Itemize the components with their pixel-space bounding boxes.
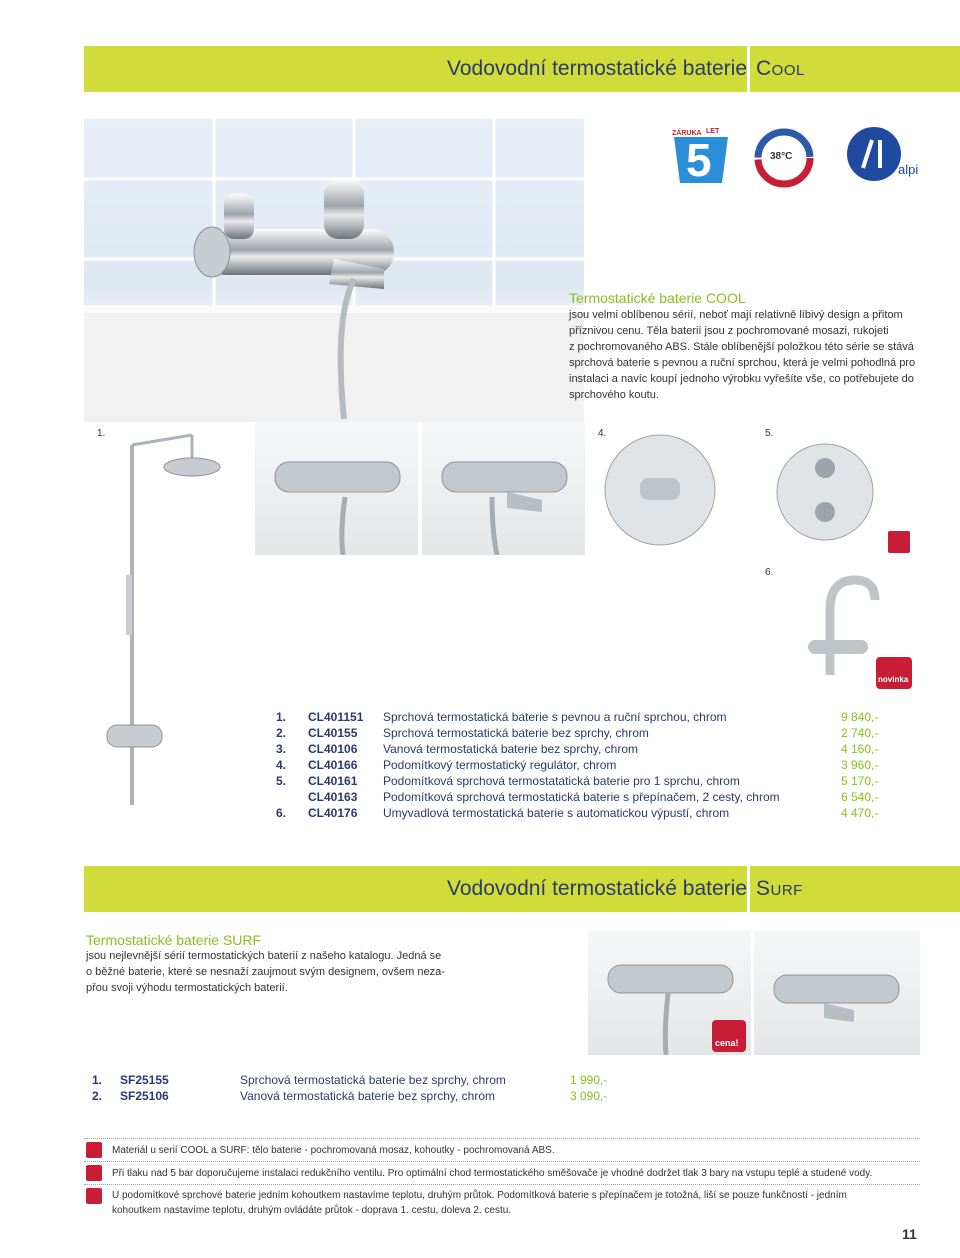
novinka-label: novinka — [878, 675, 909, 684]
warranty-badge — [666, 127, 736, 189]
note-line: Při tlaku nad 5 bar doporučujeme instalaci redukčního ventilu. Pro optimální chod termostatického směšovače je vhodné dodržet tlak 3 bary na vstupu teplé a studené vody. — [112, 1168, 873, 1179]
product-price: 3 090,- — [570, 1089, 608, 1103]
image-number-4: 4. — [598, 428, 607, 439]
novinka-badge — [876, 657, 912, 689]
banner-separator — [747, 46, 750, 92]
surf-banner-title: Vodovodní termostatické baterie — [447, 877, 748, 900]
warranty-zaruka: ZÁRUKA — [672, 130, 702, 137]
alpi-brand: alpi — [898, 162, 919, 177]
notes-divider — [84, 1184, 920, 1185]
product-image-bath-thermostat — [422, 422, 585, 555]
product-description: Sprchová termostatická baterie bez sprchy, chrom — [240, 1073, 506, 1087]
product-image-concealed-shower — [770, 440, 880, 545]
product-description: Podomítková sprchová termostatatická baterie pro 1 sprchu, chrom — [383, 774, 740, 788]
cool-description — [569, 307, 929, 403]
row-number: 1. — [276, 710, 287, 724]
cool-banner-title: Vodovodní termostatické baterie — [447, 57, 748, 80]
product-description: Podomítková sprchová termostatická baterie s přepínačem, 2 cesty, chrom — [383, 790, 780, 804]
product-code: SF25155 — [120, 1073, 169, 1087]
notes-divider — [84, 1138, 920, 1139]
cool-desc-line: instalaci a navíc koupí jednoho výrobku vyřešíte vše, co potřebujete do — [569, 373, 914, 385]
product-description: Sprchová termostatická baterie bez sprchy, chrom — [383, 726, 649, 740]
product-price: 6 540,- — [841, 790, 879, 804]
tip-icon — [86, 1142, 102, 1158]
product-image-concealed-regulator — [600, 428, 730, 553]
row-number: 4. — [276, 758, 287, 772]
product-description: Vanová termostatická baterie bez sprchy, chrom — [240, 1089, 495, 1103]
note-line: kohoutkem nastavíme teplotu, druhým ovládáte průtok - doprava 1. cestu, doleva 2. cestu. — [112, 1205, 512, 1216]
product-price: 1 990,- — [570, 1073, 608, 1087]
product-price: 2 740,- — [841, 726, 879, 740]
banner-separator — [747, 866, 750, 912]
note-line: U podomítkové sprchové baterie jedním kohoutkem nastavíme teplotu, druhým průtok. Podomítková baterie s přepínačem je totožná, liší se pouze funkčností - jedním — [112, 1190, 847, 1201]
cool-desc-line: sprchového koutu. — [569, 389, 659, 401]
note-pressure — [112, 1166, 932, 1181]
product-image-shower-thermostat — [255, 422, 418, 555]
cool-desc-line: sprchová baterie s pevnou a ruční sprchou, která je velmi pohodlná pro — [569, 357, 916, 369]
product-price: 4 470,- — [841, 806, 879, 820]
product-price: 9 840,- — [841, 710, 879, 724]
product-code: CL40161 — [308, 774, 358, 788]
product-code: CL40155 — [308, 726, 358, 740]
cool-banner — [84, 46, 960, 92]
surf-section-title: Termostatické baterie SURF — [86, 932, 262, 948]
cool-product-table — [276, 710, 896, 830]
note-line: Materiál u serií COOL a SURF: tělo baterie - pochromovaná mosaz, kohoutky - pochromovaná ABS. — [112, 1145, 555, 1156]
cool-desc-line: jsou velmi oblíbenou sérií, neboť mají relativně líbivý design a přitom — [569, 309, 903, 321]
cool-series-name: Cool — [756, 57, 805, 80]
cena-badge — [712, 1020, 746, 1052]
cool-desc-line: z pochromovaného ABS. Stále oblíbenější položkou této série se stává — [569, 341, 914, 353]
product-description: Vanová termostatická baterie bez sprchy, chrom — [383, 742, 638, 756]
temperature-value: 38°C — [770, 151, 793, 162]
product-code: CL40176 — [308, 806, 358, 820]
warranty-let: LET — [706, 128, 720, 135]
surf-banner — [84, 866, 960, 912]
surf-series-name: Surf — [756, 877, 803, 900]
cool-desc-line: příznivou cenu. Těla baterií jsou z pochromované mosazi, rukojeti — [569, 325, 889, 337]
surf-desc-line: o běžné baterie, které se nesnaží zaujmout svým designem, ovšem neza- — [86, 966, 445, 978]
surf-product-table — [92, 1073, 632, 1107]
row-number: 2. — [92, 1089, 103, 1103]
note-material — [112, 1143, 912, 1158]
surf-product-image-bath — [754, 930, 920, 1055]
alpi-logo — [846, 124, 922, 186]
cool-section-title: Termostatické baterie COOL — [569, 290, 746, 306]
cool-hero-image — [84, 119, 584, 422]
row-number: 3. — [276, 742, 287, 756]
tip-icon — [86, 1188, 102, 1204]
image-number-1: 1. — [97, 428, 106, 439]
page-number: 11 — [902, 1226, 917, 1242]
row-number: 1. — [92, 1073, 103, 1087]
product-code: SF25106 — [120, 1089, 169, 1103]
product-description: Podomítkový termostatický regulátor, chrom — [383, 758, 617, 772]
surf-desc-line: přou svoji výhodu termostatických baterií. — [86, 982, 288, 994]
tip-icon — [888, 531, 910, 553]
product-image-shower-column — [92, 425, 252, 825]
product-code: CL40106 — [308, 742, 358, 756]
tip-icon — [86, 1165, 102, 1181]
product-code: CL401151 — [308, 710, 364, 724]
product-description: Umyvadlová termostatická baterie s automatickou výpustí, chrom — [383, 806, 730, 820]
product-code: CL40166 — [308, 758, 358, 772]
notes-divider — [84, 1161, 920, 1162]
image-number-6: 6. — [765, 567, 774, 578]
surf-description — [86, 948, 456, 996]
product-description: Sprchová termostatická baterie s pevnou a ruční sprchou, chrom — [383, 710, 727, 724]
warranty-years: 5 — [686, 134, 712, 186]
row-number: 6. — [276, 806, 287, 820]
temperature-badge — [754, 128, 814, 188]
product-price: 4 160,- — [841, 742, 879, 756]
row-number: 2. — [276, 726, 287, 740]
faucet-illustration — [84, 119, 584, 422]
product-code: CL40163 — [308, 790, 358, 804]
cena-label: cena! — [715, 1038, 739, 1048]
product-price: 3 960,- — [841, 758, 879, 772]
surf-desc-line: jsou nejlevnější sérií termostatických baterií z našeho katalogu. Jedná se — [86, 950, 442, 962]
product-price: 5 170,- — [841, 774, 879, 788]
image-number-5: 5. — [765, 428, 774, 439]
row-number: 5. — [276, 774, 287, 788]
note-concealed — [112, 1188, 932, 1218]
